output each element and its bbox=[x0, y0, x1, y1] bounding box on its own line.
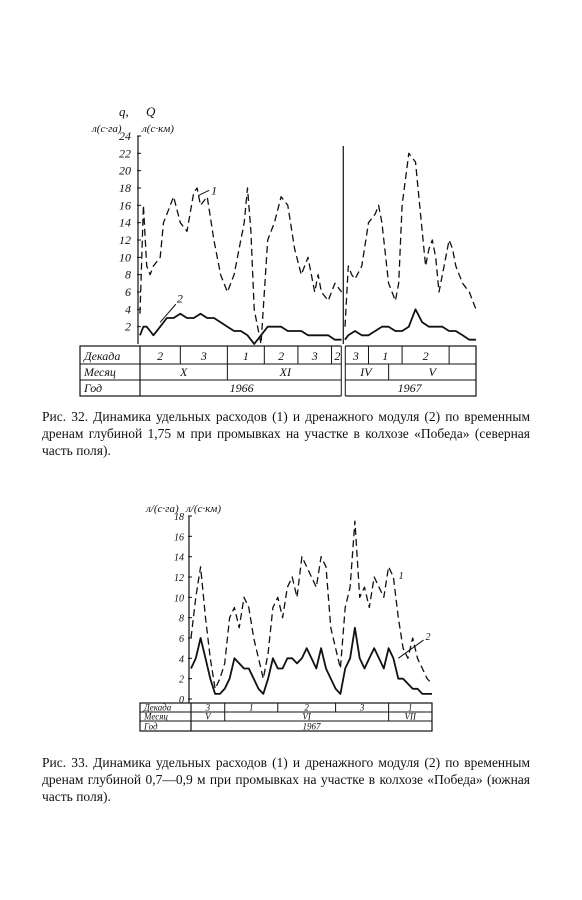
y-tick-label: 8 bbox=[125, 267, 131, 282]
decade-cell: 3 bbox=[205, 702, 211, 713]
month-cell: XI bbox=[279, 365, 291, 379]
fig1-unit-right: л(с·км) bbox=[142, 123, 174, 135]
decade-cell: 3 bbox=[352, 349, 359, 363]
decade-cell: 3 bbox=[200, 349, 207, 363]
decade-cell: 2 bbox=[278, 349, 285, 363]
decade-cell: 1 bbox=[408, 702, 413, 713]
series-2-label: 2 bbox=[425, 632, 431, 643]
fig1-unit-left: л(с·га) bbox=[92, 123, 122, 135]
decade-cell: 3 bbox=[311, 349, 318, 363]
y-tick-label: 8 bbox=[179, 613, 184, 625]
year-cell: 1967 bbox=[397, 381, 422, 395]
y-tick-label: 6 bbox=[179, 634, 184, 645]
series-2-label: 2 bbox=[176, 291, 183, 306]
y-tick-label: 14 bbox=[174, 552, 184, 564]
y-tick-label: 0 bbox=[179, 695, 184, 706]
y-tick-label: 2 bbox=[179, 674, 184, 686]
row-label-decade: Декада bbox=[84, 349, 121, 363]
series-1-label: 1 bbox=[398, 571, 404, 582]
decade-cell: 1 bbox=[242, 349, 249, 363]
fig2-unit-left: л/(с·га) bbox=[146, 503, 179, 515]
year-cell: 1966 bbox=[229, 381, 254, 395]
decade-cell: 2 bbox=[422, 349, 429, 363]
decade-cell: 2 bbox=[304, 702, 309, 713]
figure-2-caption: Рис. 33. Динамика удельных расходов (1) и дренажного модуля (2) по временным дренам глубиной 0,7—0,9 м при промывках на участке в колхозе «Победа» (южная часть поля). bbox=[42, 755, 530, 804]
decade-cell: 1 bbox=[382, 349, 389, 363]
row-label-month: Месяц bbox=[144, 711, 168, 722]
y-tick-label: 12 bbox=[174, 573, 184, 584]
month-cell: IV bbox=[360, 365, 372, 379]
fig2-plot-area bbox=[191, 521, 432, 694]
month-cell: X bbox=[180, 365, 188, 379]
month-cell: VI bbox=[302, 711, 311, 722]
month-cell: VII bbox=[404, 711, 417, 722]
y-tick-label: 22 bbox=[119, 146, 131, 161]
row-label-month: Месяц bbox=[84, 365, 116, 379]
series-1-line bbox=[191, 521, 432, 689]
row-label-year: Год bbox=[84, 381, 103, 395]
y-tick-label: 16 bbox=[174, 532, 184, 544]
fig2-unit-right: л/(с·км) bbox=[186, 503, 221, 515]
decade-cell: 2 bbox=[334, 349, 341, 363]
fig2-time-table bbox=[140, 703, 432, 732]
y-tick-label: 12 bbox=[119, 233, 131, 247]
y-tick-label: 16 bbox=[119, 198, 131, 213]
y-tick-label: 4 bbox=[125, 302, 131, 317]
series-2-leader bbox=[398, 640, 423, 658]
y-tick-label: 10 bbox=[119, 250, 131, 265]
row-label-year: Год bbox=[144, 721, 158, 732]
figure-1-caption: Рис. 32. Динамика удельных расходов (1) и дренажного модуля (2) по временным дренам глубиной 1,75 м при промывках на участке в колхозе «Победа» (северная часть поля). bbox=[42, 409, 530, 458]
month-cell: V bbox=[205, 711, 211, 722]
y-tick-label: 6 bbox=[125, 285, 131, 299]
fig1-Q-symbol: Q bbox=[146, 104, 156, 119]
decade-cell: 1 bbox=[249, 702, 254, 713]
decade-cell: 2 bbox=[157, 349, 164, 363]
y-tick-label: 14 bbox=[119, 215, 131, 230]
y-tick-label: 18 bbox=[119, 181, 131, 195]
year-cell: 1967 bbox=[302, 721, 321, 732]
month-cell: V bbox=[428, 365, 436, 379]
decade-cell: 3 bbox=[359, 702, 365, 713]
y-tick-label: 18 bbox=[174, 512, 184, 523]
y-tick-label: 2 bbox=[125, 319, 131, 334]
y-tick-label: 10 bbox=[174, 593, 184, 605]
y-tick-label: 24 bbox=[119, 129, 131, 143]
row-label-decade: Декада bbox=[144, 702, 172, 713]
y-tick-label: 20 bbox=[119, 163, 131, 178]
y-tick-label: 4 bbox=[179, 654, 184, 666]
fig1-q-symbol: q, bbox=[119, 104, 129, 119]
series-1-label: 1 bbox=[211, 183, 218, 198]
